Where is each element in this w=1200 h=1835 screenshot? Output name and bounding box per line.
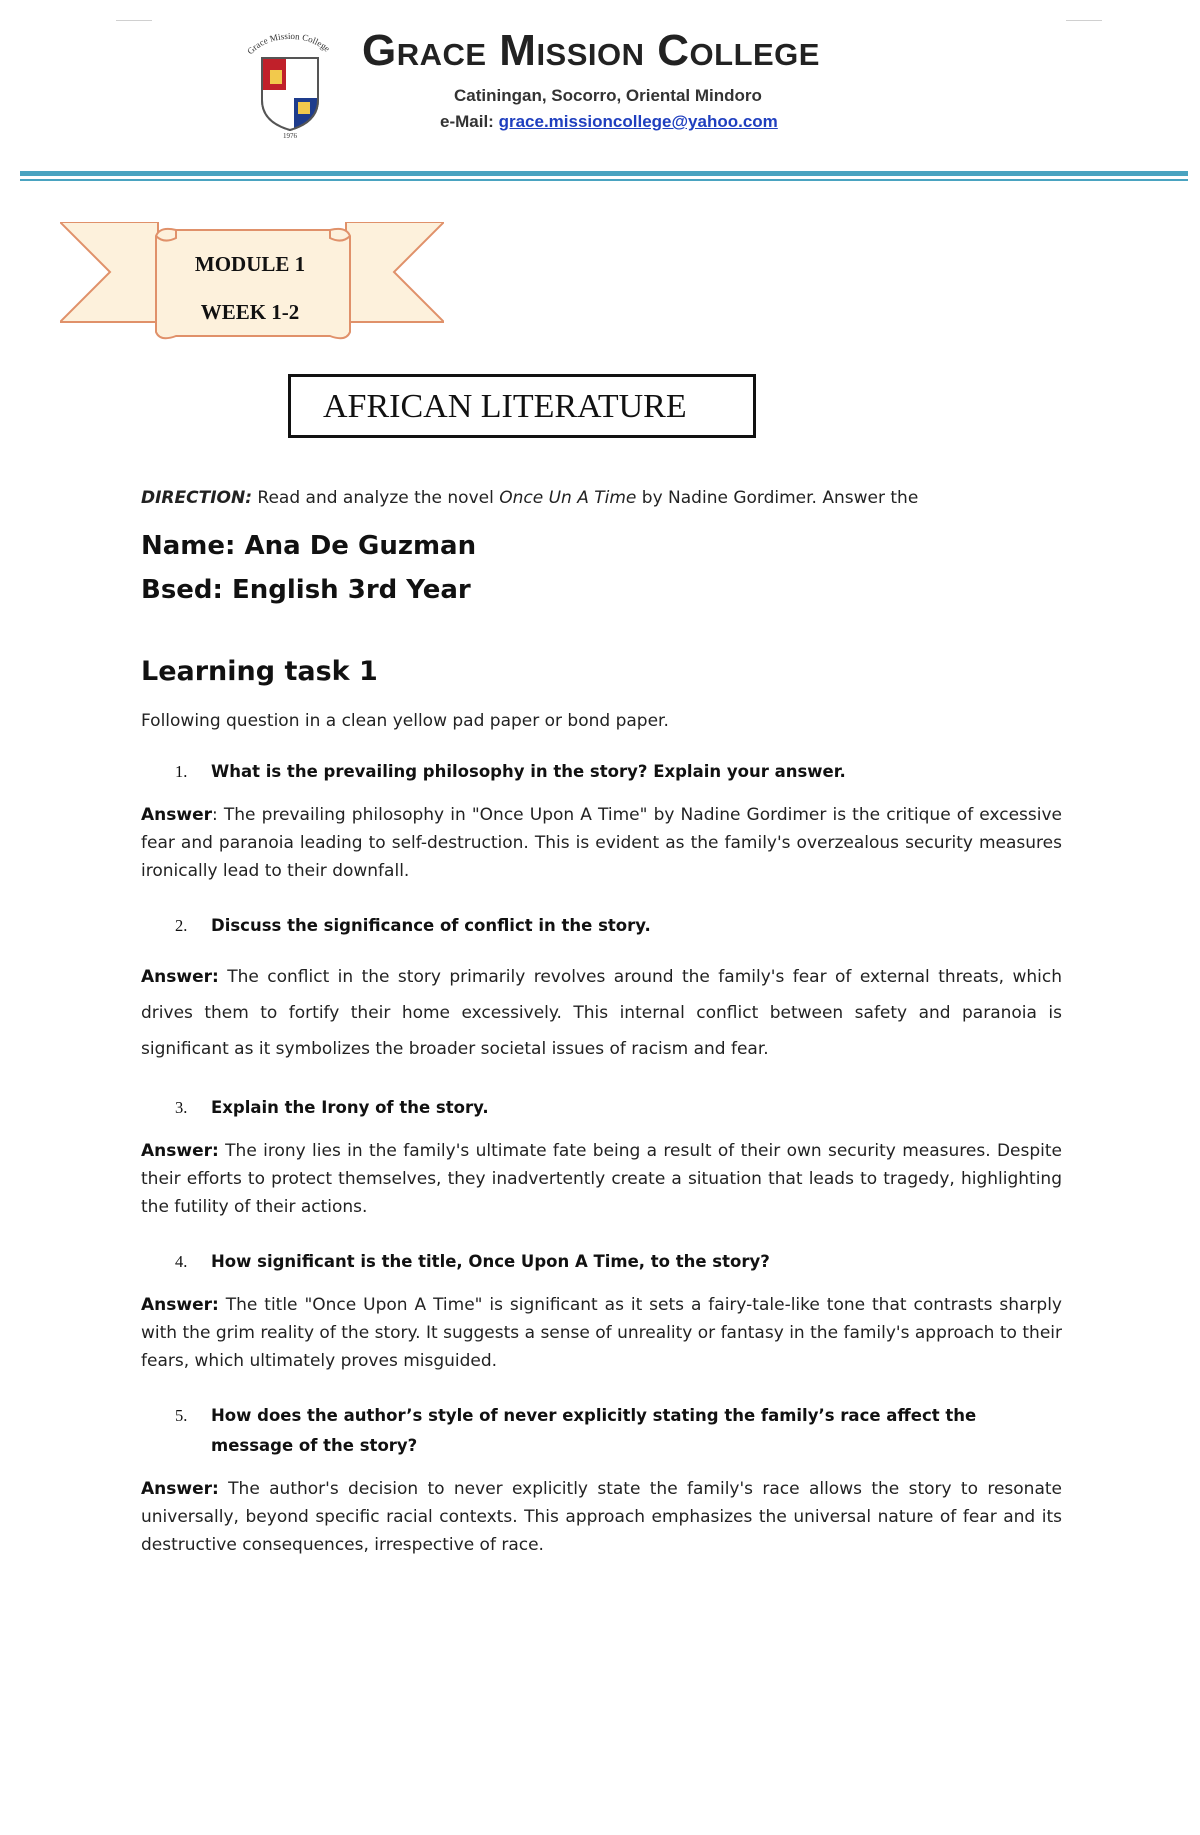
student-name: Name: Ana De Guzman [141, 531, 477, 561]
qa-item-5 [141, 1401, 1062, 1559]
college-name: Grace Mission College [362, 26, 820, 75]
task-title: Learning task 1 [141, 656, 378, 687]
answer-separator [219, 967, 227, 987]
answer-body: The irony lies in the family's ultimate fate being a result of their own security measures. Despite their efforts to protect themselves, they inadvertently create a situation that leads to tragedy, highlighting the futility of their actions. [141, 1141, 1063, 1217]
answer-body: The prevailing philosophy in "Once Upon A Time" by Nadine Gordimer is the critique of excessive fear and paranoia leading to self-destruction. This is evident as the family's overzealous security measures ironically lead to their downfall. [141, 805, 1062, 881]
college-crest-icon [240, 30, 340, 140]
answer-text [141, 1291, 1062, 1375]
header-rule-thick [20, 171, 1188, 176]
document-body [141, 486, 1062, 1559]
answer-separator [219, 1479, 228, 1499]
answer-body: The title "Once Upon A Time" is significant as it sets a fairy-tale-like tone that contrasts sharply with the grim reality of the story. It suggests a sense of unreality or fantasy in the family's approach to their fears, which ultimately proves misguided. [141, 1295, 1062, 1371]
question-number: 4. [175, 1252, 188, 1271]
question-number: 3. [175, 1098, 188, 1117]
direction-line [141, 486, 1062, 510]
logo-year: 1976 [283, 132, 297, 140]
question-text [141, 1401, 1062, 1461]
logo-arc-text: Grace Mission College [245, 30, 333, 57]
answer-label: Answer: [141, 1479, 219, 1499]
question-text [141, 1247, 1062, 1277]
email-label: e-Mail: [440, 112, 494, 131]
qa-item-2 [141, 911, 1062, 1067]
question-text [141, 757, 1062, 787]
answer-text [141, 1137, 1062, 1221]
email-link[interactable]: grace.missioncollege@yahoo.com [498, 112, 778, 131]
question-number: 1. [175, 762, 188, 781]
week-label: WEEK 1-2 [200, 300, 300, 324]
page-title: AFRICAN LITERATURE [323, 388, 687, 425]
title-box [288, 374, 756, 438]
answer-label: Answer: [141, 1295, 219, 1315]
question-number: 2. [175, 916, 188, 935]
answer-text [141, 959, 1062, 1067]
answer-text [141, 1475, 1062, 1559]
answer-text [141, 801, 1062, 885]
college-email-row [440, 112, 778, 132]
answer-body: The conflict in the story primarily revolves around the family's fear of external threats, which drives them to fortify their home excessively. This internal conflict between safety and paranoia is significant as it symbolizes the broader societal issues of racism and fear. [141, 967, 1062, 1059]
answer-separator [219, 1295, 226, 1315]
question-text [141, 1093, 1062, 1123]
question-number: 5. [175, 1406, 188, 1425]
direction-label: DIRECTION: [141, 488, 253, 508]
question-body: How does the author’s style of never explicitly stating the family’s race affect the message of the story? [211, 1406, 977, 1455]
answer-label: Answer [141, 805, 212, 825]
letterhead [0, 0, 1200, 170]
college-address: Catiningan, Socorro, Oriental Mindoro [454, 86, 762, 105]
qa-item-3 [141, 1093, 1062, 1221]
direction-text-before: Read and analyze the novel [252, 488, 500, 508]
qa-item-4 [141, 1247, 1062, 1375]
answer-separator: : [212, 805, 224, 825]
novel-title: Once Un A Time [499, 488, 637, 508]
question-body: Explain the Irony of the story. [211, 1098, 489, 1117]
question-body: How significant is the title, Once Upon A Time, to the story? [211, 1252, 770, 1271]
answer-label: Answer: [141, 967, 219, 987]
direction-text-after: by Nadine Gordimer. Answer the [636, 488, 919, 508]
question-body: Discuss the significance of conflict in the story. [211, 916, 651, 935]
answer-label: Answer: [141, 1141, 219, 1161]
module-ribbon-banner [60, 222, 444, 344]
student-course: Bsed: English 3rd Year [141, 575, 471, 605]
header-rule-thin [20, 179, 1188, 181]
qa-item-1 [141, 757, 1062, 885]
task-instruction: Following question in a clean yellow pad paper or bond paper. [141, 711, 669, 731]
module-label: MODULE 1 [194, 252, 306, 276]
question-body: What is the prevailing philosophy in the story? Explain your answer. [211, 762, 846, 781]
question-text [141, 911, 1062, 941]
answer-body: The author's decision to never explicitly state the family's race allows the story to resonate universally, beyond specific racial contexts. This approach emphasizes the universal nature of fear and its destructive consequences, irrespective of race. [141, 1479, 1062, 1555]
